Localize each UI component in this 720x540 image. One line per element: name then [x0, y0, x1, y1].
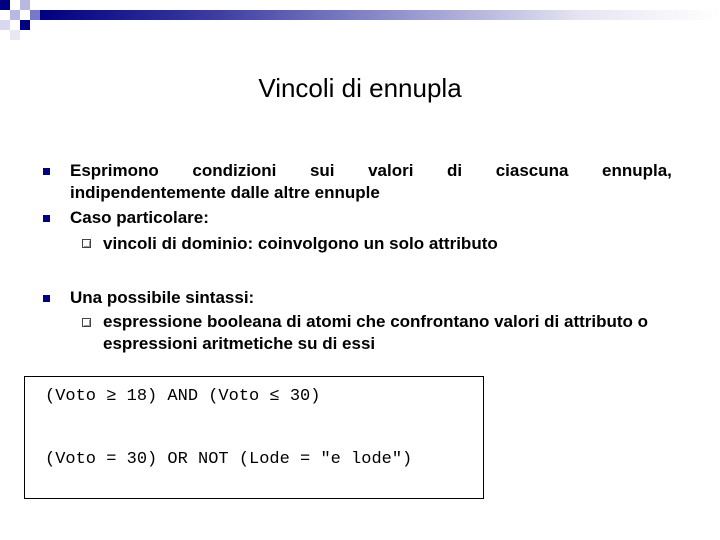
bullet-1-word: Esprimono [70, 161, 159, 180]
bullet-square-icon [43, 168, 50, 175]
code-line-1: (Voto ≥ 18) AND (Voto ≤ 30) [45, 387, 321, 406]
header-decoration-square [20, 0, 30, 10]
bullet-3-text: Una possibile sintassi: [70, 288, 255, 307]
header-decoration-square [10, 30, 20, 40]
bullet-1-line-2: indipendentemente dalle altre ennuple [70, 183, 380, 202]
sub-bullet-box-icon [82, 239, 91, 248]
header-gradient-bar [40, 10, 720, 20]
header-decoration-square [30, 10, 40, 20]
bullet-1-line-1 [70, 160, 672, 182]
header-decoration-square [20, 20, 30, 30]
bullet-1-word: valori [368, 161, 414, 180]
header-decoration-square [10, 10, 20, 20]
bullet-square-icon [43, 215, 50, 222]
header-decoration-square [0, 20, 10, 30]
bullet-2-sub-text: vincoli di dominio: coinvolgono un solo attributo [103, 234, 498, 253]
header-decoration-square [0, 0, 10, 10]
sub-bullet-box-icon [82, 318, 91, 327]
code-example-box [24, 376, 484, 499]
bullet-3-sub-line-1: espressione booleana di atomi che confrontano valori di attributo o [103, 312, 649, 331]
bullet-3-sub-line-2: espressioni aritmetiche su di essi [103, 334, 376, 353]
bullet-1-word: di [447, 161, 463, 180]
bullet-2-text: Caso particolare: [70, 208, 209, 227]
slide-title: Vincoli di ennupla [258, 73, 462, 103]
bullet-1-word: sui [309, 161, 335, 180]
bullet-1-word: condizioni [192, 161, 277, 180]
bullet-1-word: ennupla, [602, 161, 672, 180]
bullet-square-icon [43, 295, 50, 302]
bullet-1-word: ciascuna [495, 161, 569, 180]
code-line-2: (Voto = 30) OR NOT (Lode = "e lode") [45, 450, 413, 469]
